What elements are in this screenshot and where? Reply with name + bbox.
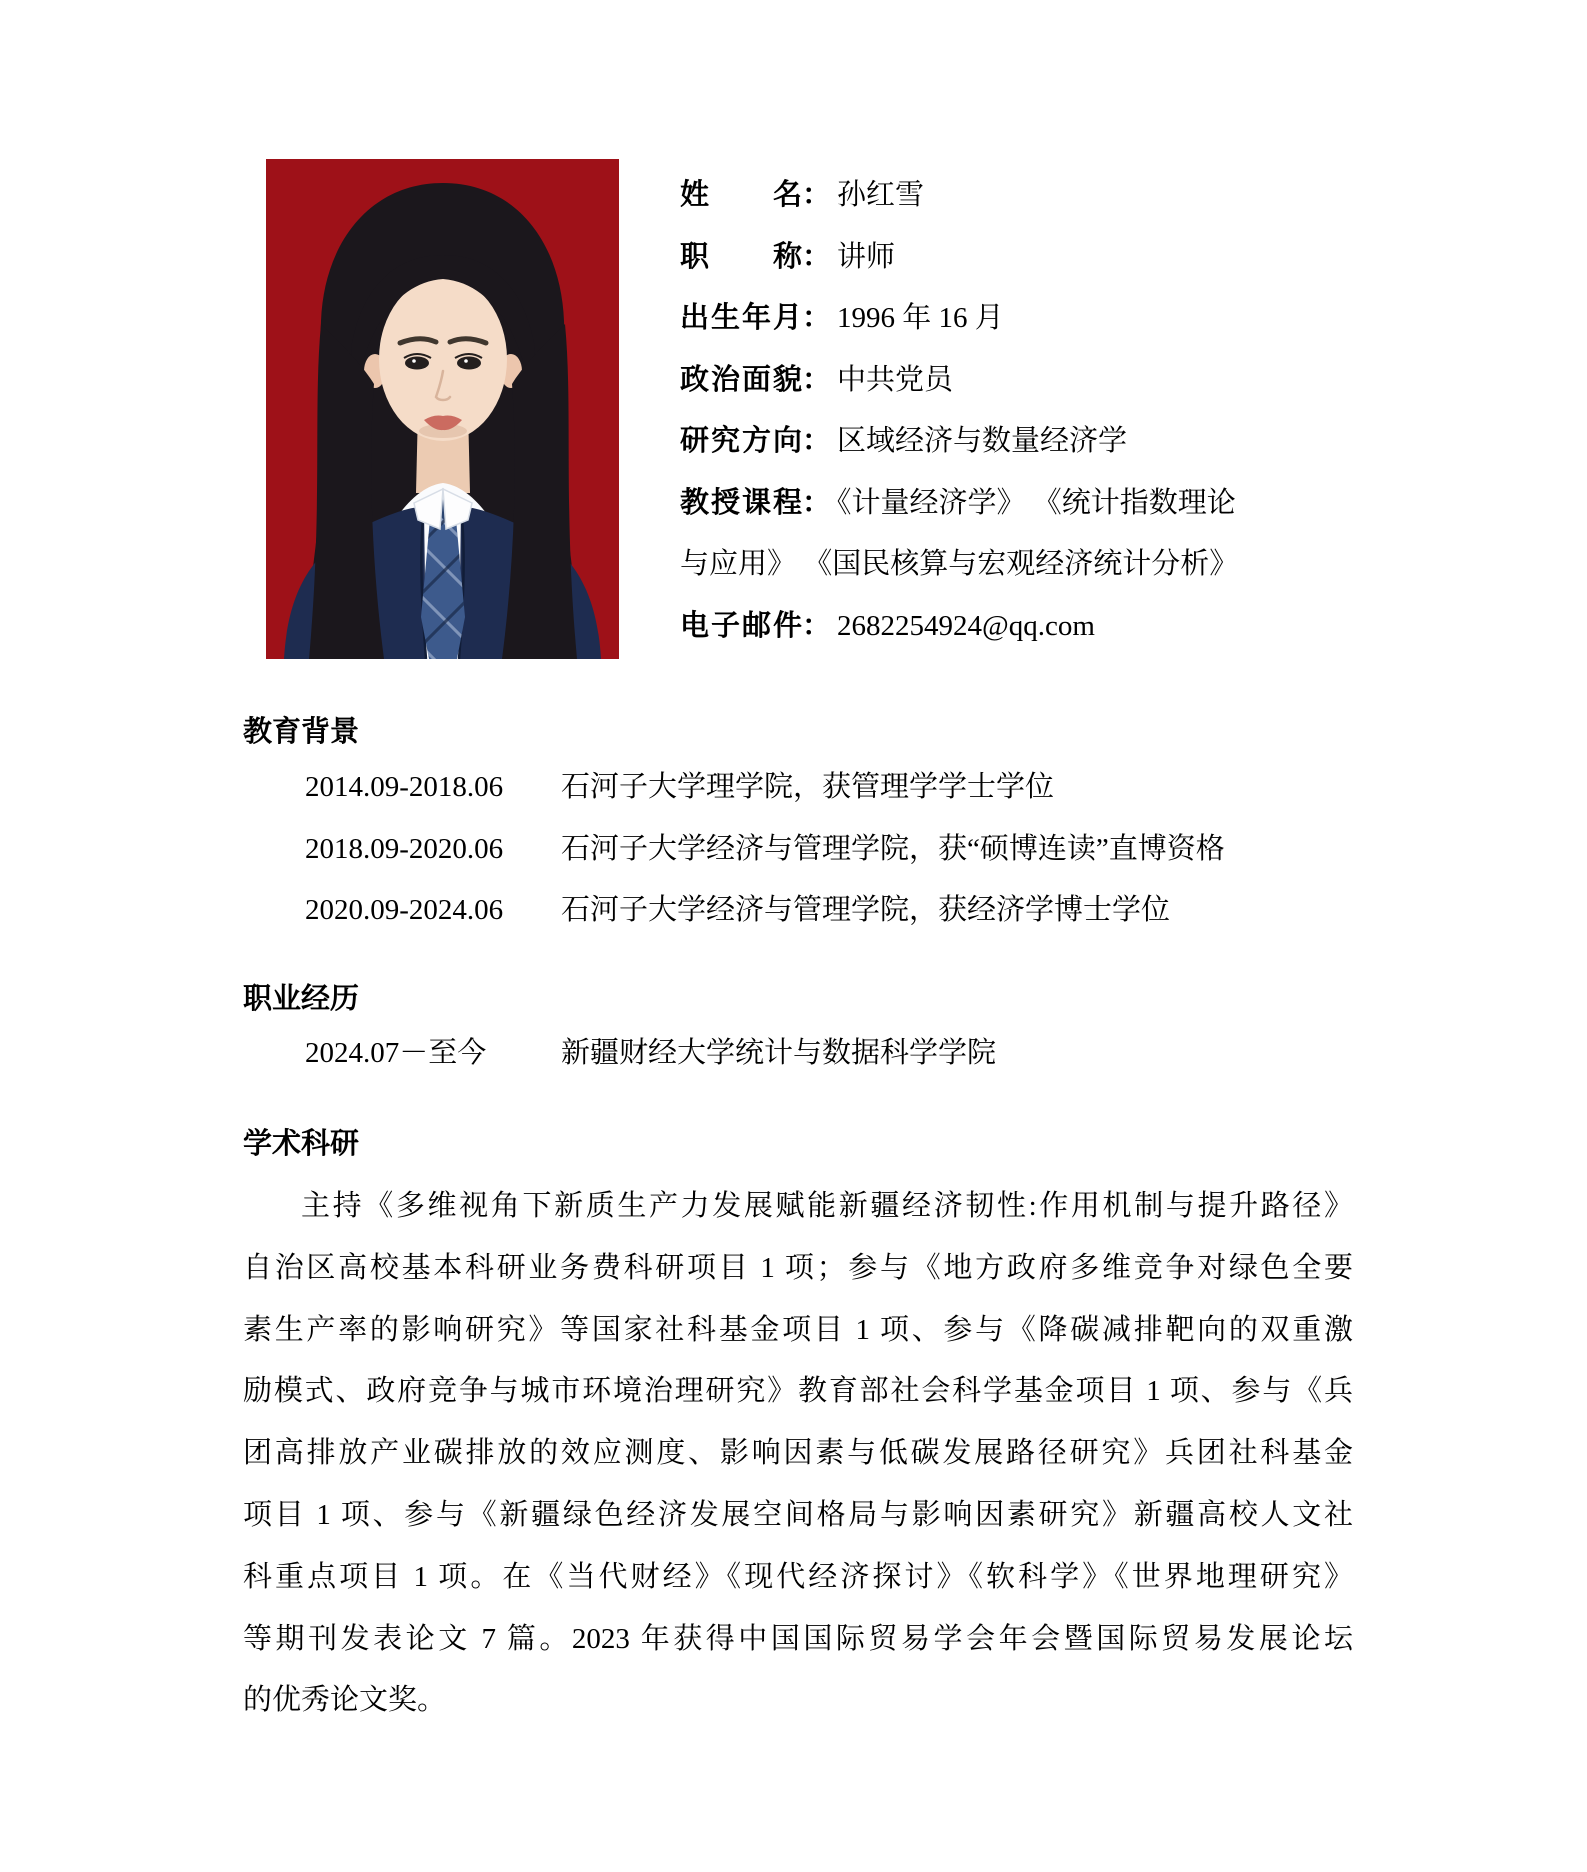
field-label: 职称 xyxy=(680,240,802,273)
eye-right xyxy=(457,357,481,370)
field-value: 中共党员 xyxy=(837,363,954,396)
id-photo xyxy=(266,159,619,659)
field-value: 讲师 xyxy=(837,240,896,273)
info-row-courses xyxy=(680,473,1355,596)
education-row xyxy=(243,757,1225,819)
eye-glint-right xyxy=(464,359,468,363)
field-colon: ： xyxy=(802,363,832,396)
field-label: 政治面貌 xyxy=(680,363,802,396)
field-label: 研究方向 xyxy=(680,425,802,457)
field-colon: ： xyxy=(802,609,832,642)
info-row-political-status xyxy=(680,350,1355,412)
info-row-title xyxy=(680,227,1355,289)
profile-info xyxy=(680,165,1355,657)
research-paragraph-line: 素生产率的影响研究》等国家社科基金项目 1 项、参与《降碳减排靶向的双重激 xyxy=(243,1313,1353,1346)
research-paragraph xyxy=(243,1176,1353,1732)
research-paragraph-line: 等期刊发表论文 7 篇。2023 年获得中国国际贸易学会年会暨国际贸易发展论坛 xyxy=(243,1622,1353,1655)
education-list xyxy=(243,757,1225,942)
research-paragraph-line: 主持《多维视角下新质生产力发展赋能新疆经济韧性:作用机制与提升路径》 xyxy=(301,1190,1353,1222)
field-value: 孙红雪 xyxy=(837,179,925,211)
info-row-birth xyxy=(680,288,1355,350)
research-paragraph-line: 励模式、政府竞争与城市环境治理研究》教育部社会科学基金项目 1 项、参与《兵 xyxy=(243,1375,1353,1408)
id-photo-image xyxy=(266,159,619,659)
period-text: 2024.07－至今 xyxy=(305,1037,487,1069)
field-value-continued: 与应用》 《国民核算与宏观经济统计分析》 xyxy=(680,548,1239,580)
info-row-research-direction xyxy=(680,411,1355,473)
education-row xyxy=(243,880,1225,942)
career-list xyxy=(243,1023,996,1085)
info-row-name xyxy=(680,165,1355,227)
field-value: 2682254924@qq.com xyxy=(837,609,1095,642)
section-title-education: 教育背景 xyxy=(243,716,360,748)
field-label: 电子邮件 xyxy=(680,609,802,642)
research-paragraph-line: 自治区高校基本科研业务费科研项目 1 项；参与《地方政府多维竞争对绿色全要 xyxy=(243,1251,1353,1284)
section-title-career: 职业经历 xyxy=(243,983,360,1015)
info-row-email xyxy=(680,596,1355,658)
section-title-research: 学术科研 xyxy=(243,1128,360,1160)
field-value: 《计量经济学》 《统计指数理论 xyxy=(837,486,1236,519)
research-paragraph-line: 项目 1 项、参与《新疆绿色经济发展空间格局与影响因素研究》新疆高校人文社 xyxy=(243,1498,1353,1531)
research-paragraph-line: 科重点项目 1 项。在《当代财经》《现代经济探讨》《软科学》《世界地理研究》 xyxy=(243,1560,1353,1593)
eye-glint-left xyxy=(412,359,416,363)
field-colon: ： xyxy=(802,486,832,519)
research-paragraph-line: 的优秀论文奖。 xyxy=(243,1684,447,1717)
institution-text: 石河子大学经济与管理学院，获“硕博连读”直博资格 xyxy=(561,832,1225,865)
career-row xyxy=(243,1023,996,1085)
period-text: 2020.09-2024.06 xyxy=(305,894,504,926)
institution-text: 石河子大学理学院，获管理学学士学位 xyxy=(561,771,1055,803)
research-paragraph-line: 团高排放产业碳排放的效应测度、影响因素与低碳发展路径研究》兵团社科基金 xyxy=(243,1437,1353,1470)
eye-left xyxy=(405,357,429,370)
period-text: 2014.09-2018.06 xyxy=(305,771,504,803)
field-colon: ： xyxy=(802,179,832,211)
field-colon: ： xyxy=(802,425,832,457)
institution-text: 石河子大学经济与管理学院，获经济学博士学位 xyxy=(561,894,1171,926)
field-label: 教授课程 xyxy=(680,486,802,519)
field-value: 区域经济与数量经济学 xyxy=(837,425,1128,457)
field-label: 姓名 xyxy=(680,179,802,211)
period-text: 2018.09-2020.06 xyxy=(305,832,504,865)
education-row xyxy=(243,819,1225,881)
field-value: 1996 年 16 月 xyxy=(837,302,1004,334)
field-label: 出生年月 xyxy=(680,302,802,334)
institution-text: 新疆财经大学统计与数据科学学院 xyxy=(561,1037,997,1069)
field-colon: ： xyxy=(802,240,832,273)
field-colon: ： xyxy=(802,302,832,334)
